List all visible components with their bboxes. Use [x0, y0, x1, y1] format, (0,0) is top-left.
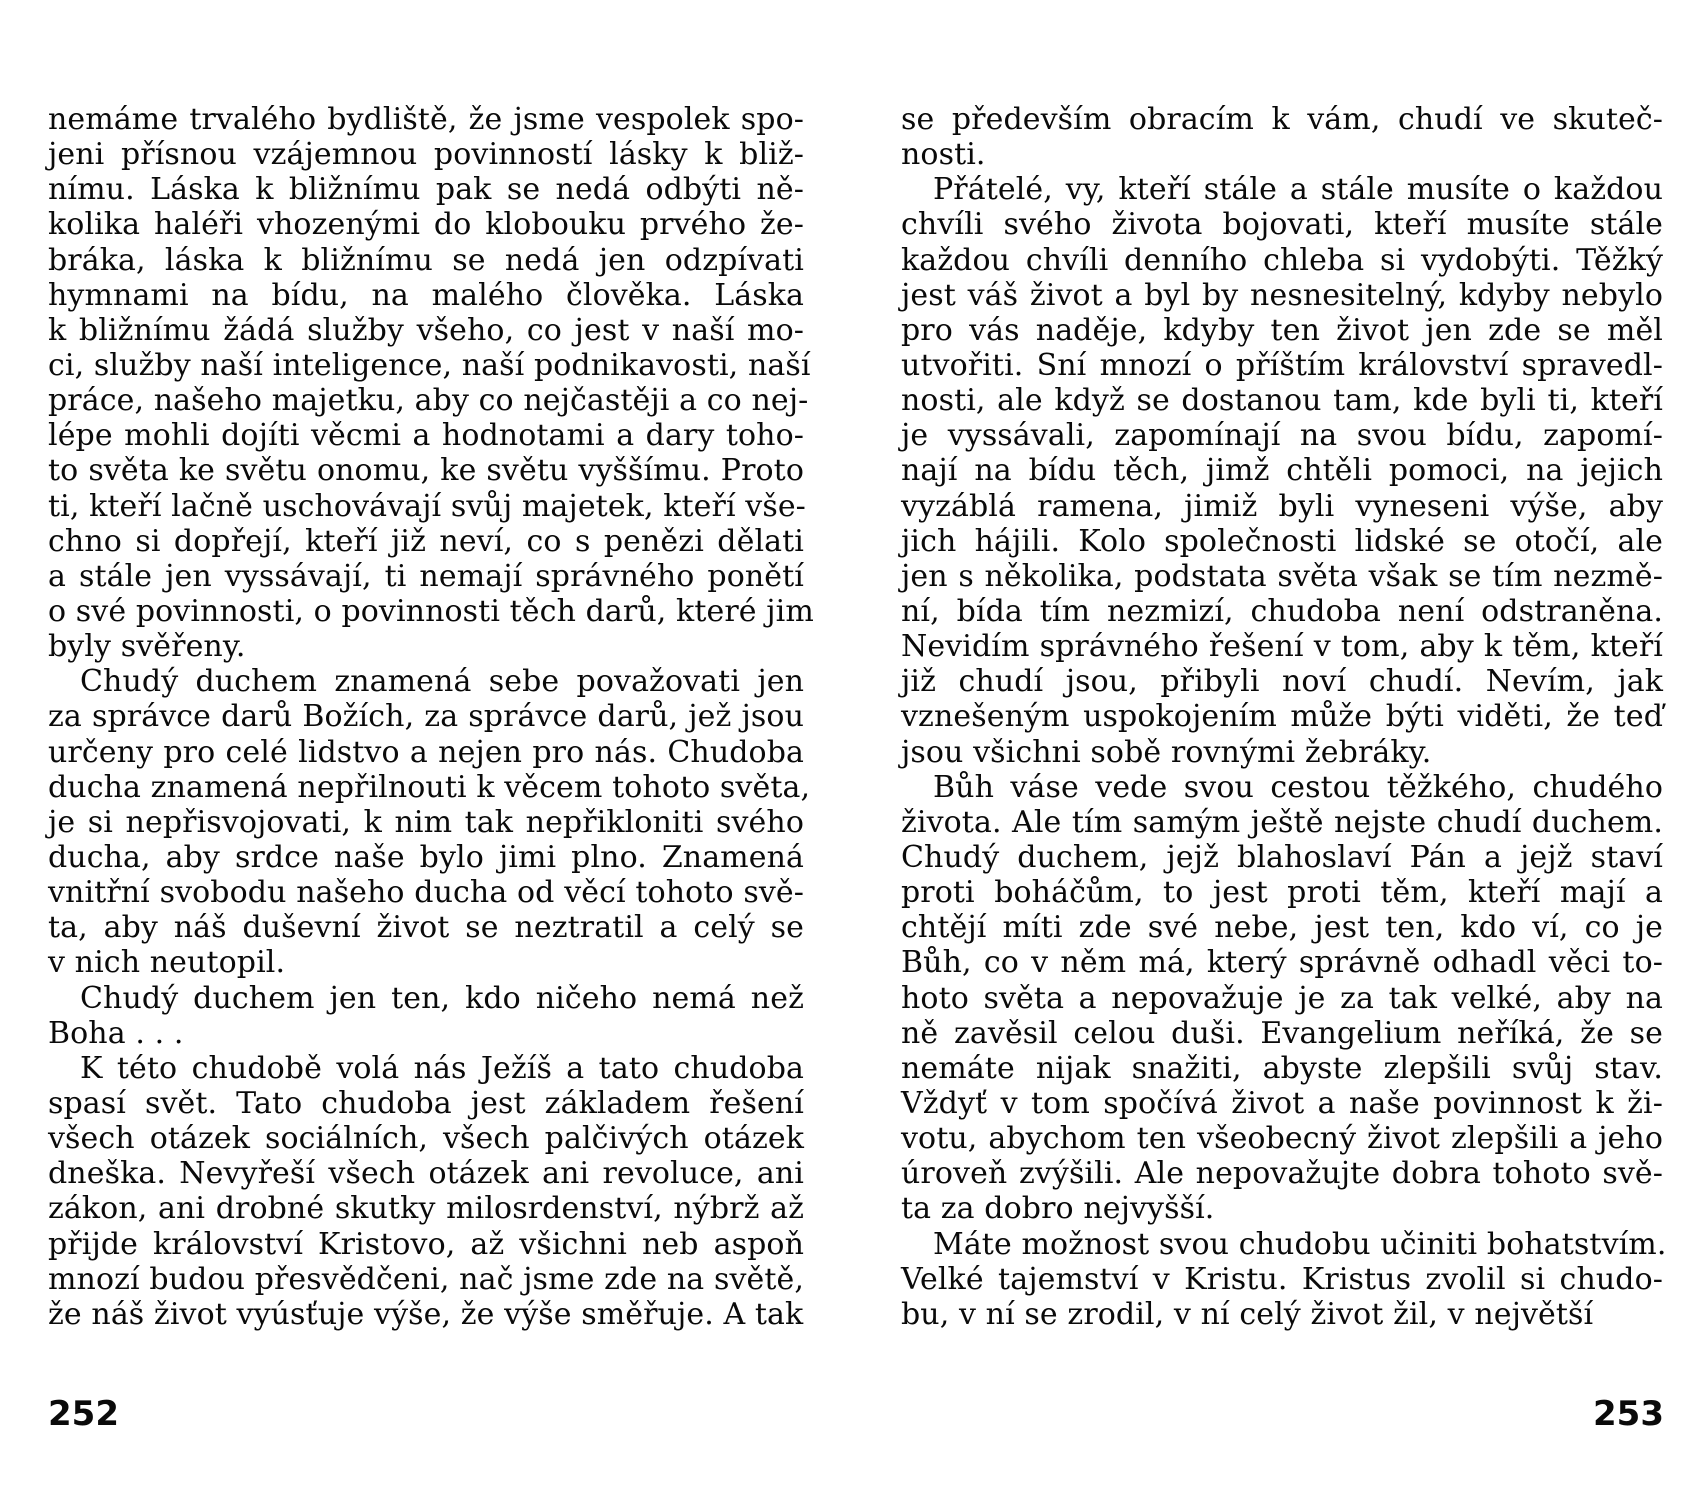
text-line: dneška. Nevyřeší všech otázek ani revoluce, ani: [48, 1156, 804, 1192]
text-line: lépe mohli dojíti věcmi a hodnotami a dary toho-: [48, 418, 804, 454]
text-line: spasí svět. Tato chudoba jest základem řešení: [48, 1085, 804, 1121]
text-line: úroveň zvýšili. Ale nepovažujte dobra tohoto svě-: [901, 1156, 1663, 1192]
right-page: [851, 0, 1702, 1500]
text-line: určeny pro celé lidstvo a nejen pro nás. Chudoba: [48, 734, 804, 770]
text-line: vnitřní svobodu našeho ducha od věcí tohoto svě-: [48, 875, 804, 911]
text-line: ci, služby naší inteligence, naší podnikavosti, naší: [48, 347, 811, 383]
text-line: jen s několika, podstata světa však se tím nezmě-: [901, 558, 1663, 594]
text-line: hymnami na bídu, na malého člověka. Láska: [48, 277, 804, 313]
text-line: to světa ke světu onomu, ke světu vyššímu. Proto: [48, 453, 804, 489]
text-line: Bůh váse vede svou cestou těžkého, chudého: [933, 769, 1663, 805]
text-line: jest váš život a byl by nesnesitelný, kdyby nebylo: [901, 277, 1663, 313]
text-line: ducha, aby srdce naše bylo jimi plno. Znamená: [48, 839, 804, 875]
text-line: chno si dopřejí, kteří již neví, co s penězi dělati: [48, 523, 804, 559]
text-line: Velké tajemství v Kristu. Kristus zvolil si chudo-: [901, 1261, 1663, 1297]
text-line: již chudí jsou, přibyli noví chudí. Nevím, jak: [901, 664, 1663, 700]
text-line: Boha . . .: [48, 1015, 184, 1051]
text-line: nosti, ale když se dostanou tam, kde byli ti, kteří: [901, 383, 1663, 419]
text-line: chtějí míti zde své nebe, jest ten, kdo ví, co je: [901, 910, 1663, 946]
text-line: Máte možnost svou chudobu učiniti bohatstvím.: [933, 1226, 1667, 1262]
text-line: byly svěřeny.: [48, 629, 246, 665]
text-line: nají na bídu těch, jimž chtěli pomoci, na jejich: [901, 453, 1663, 489]
text-line: Vždyť v tom spočívá život a naše povinnost k ži-: [901, 1085, 1663, 1121]
text-line: v nich neutopil.: [48, 945, 286, 981]
text-line: jsou všichni sobě rovnými žebráky.: [901, 734, 1432, 770]
text-line: votu, abychom ten všeobecný život zlepšili a jeho: [901, 1121, 1663, 1157]
text-line: bráka, láska k bližnímu se nedá jen odzpívati: [48, 242, 804, 278]
page-number-left: 252: [48, 1394, 119, 1434]
text-line: je si nepřisvojovati, k nim tak nepřikloniti svého: [48, 804, 804, 840]
page-number-right: 253: [1593, 1394, 1664, 1434]
text-line: je vyssávali, zapomínají na svou bídu, zapomí-: [901, 418, 1663, 454]
text-line: práce, našeho majetku, aby co nejčastěji a co nej-: [48, 383, 809, 419]
left-page-text: [48, 102, 814, 1332]
text-line: K této chudobě volá nás Ježíš a tato chudoba: [80, 1050, 804, 1086]
text-line: o své povinnosti, o povinnosti těch darů, které jim: [48, 593, 814, 629]
text-line: ně zavěsil celou duši. Evangelium neříká, že se: [901, 1015, 1663, 1051]
text-line: že náš život vyúsťuje výše, že výše směřuje. A tak: [48, 1296, 804, 1332]
text-line: Chudý duchem jen ten, kdo ničeho nemá než: [80, 980, 804, 1016]
text-line: pro vás naděje, kdyby ten život jen zde se měl: [901, 312, 1663, 348]
text-line: vyzáblá ramena, jimiž byli vyneseni výše, aby: [901, 488, 1663, 524]
right-page-text: [901, 102, 1667, 1332]
text-line: Přátelé, vy, kteří stále a stále musíte o každou: [933, 172, 1663, 208]
text-line: a stále jen vyssávají, ti nemají správného ponětí: [48, 558, 804, 594]
text-line: zákon, ani drobné skutky milosrdenství, nýbrž až: [48, 1191, 804, 1227]
text-line: přijde království Kristovo, až všichni neb aspoň: [48, 1226, 804, 1262]
text-line: hoto světa a nepovažuje je za tak velké, aby na: [901, 980, 1663, 1016]
text-line: jich hájili. Kolo společnosti lidské se otočí, ale: [901, 523, 1663, 559]
text-line: k bližnímu žádá služby všeho, co jest v naší mo-: [48, 312, 804, 348]
text-line: bu, v ní se zrodil, v ní celý život žil, v největší: [901, 1296, 1594, 1332]
text-line: jeni přísnou vzájemnou povinností lásky k bliž-: [48, 137, 804, 173]
text-line: ní, bída tím nezmizí, chudoba není odstraněna.: [901, 593, 1663, 629]
text-line: každou chvíli denního chleba si vydobýti. Těžký: [901, 242, 1663, 278]
text-line: se především obracím k vám, chudí ve skuteč-: [901, 102, 1663, 137]
text-line: Chudý duchem znamená sebe považovati jen: [80, 664, 804, 700]
text-line: vznešeným uspokojením může býti viděti, že teď: [901, 699, 1663, 735]
text-line: utvořiti. Sní mnozí o příštím království spravedl-: [901, 347, 1663, 383]
text-line: nosti.: [901, 137, 986, 173]
text-line: nemáte nijak snažiti, abyste zlepšili svůj stav.: [901, 1050, 1663, 1086]
text-line: chvíli svého života bojovati, kteří musíte stále: [901, 207, 1663, 243]
text-line: Bůh, co v něm má, který správně odhadl věci to-: [901, 945, 1663, 981]
text-line: Nevidím správného řešení v tom, aby k těm, kteří: [901, 629, 1663, 665]
text-line: nímu. Láska k bližnímu pak se nedá odbýti ně-: [48, 172, 804, 208]
text-line: ducha znamená nepřilnouti k věcem tohoto světa,: [48, 769, 811, 805]
text-line: ta za dobro nejvyšší.: [901, 1191, 1215, 1227]
text-line: mnozí budou přesvědčeni, nač jsme zde na světě,: [48, 1261, 804, 1297]
text-line: ta, aby náš duševní život se neztratil a celý se: [48, 910, 804, 946]
text-line: Chudý duchem, jejž blahoslaví Pán a jejž staví: [901, 839, 1663, 875]
text-line: proti boháčům, to jest proti těm, kteří mají a: [901, 875, 1663, 911]
text-line: za správce darů Božích, za správce darů, jež jsou: [48, 699, 804, 735]
text-line: kolika haléři vhozenými do klobouku prvého že-: [48, 207, 804, 243]
text-line: všech otázek sociálních, všech palčivých otázek: [48, 1121, 804, 1157]
text-line: života. Ale tím samým ještě nejste chudí duchem.: [901, 804, 1663, 840]
text-line: ti, kteří lačně uschovávají svůj majetek, kteří vše-: [48, 488, 806, 524]
text-line: nemáme trvalého bydliště, že jsme vespolek spo-: [48, 102, 804, 137]
